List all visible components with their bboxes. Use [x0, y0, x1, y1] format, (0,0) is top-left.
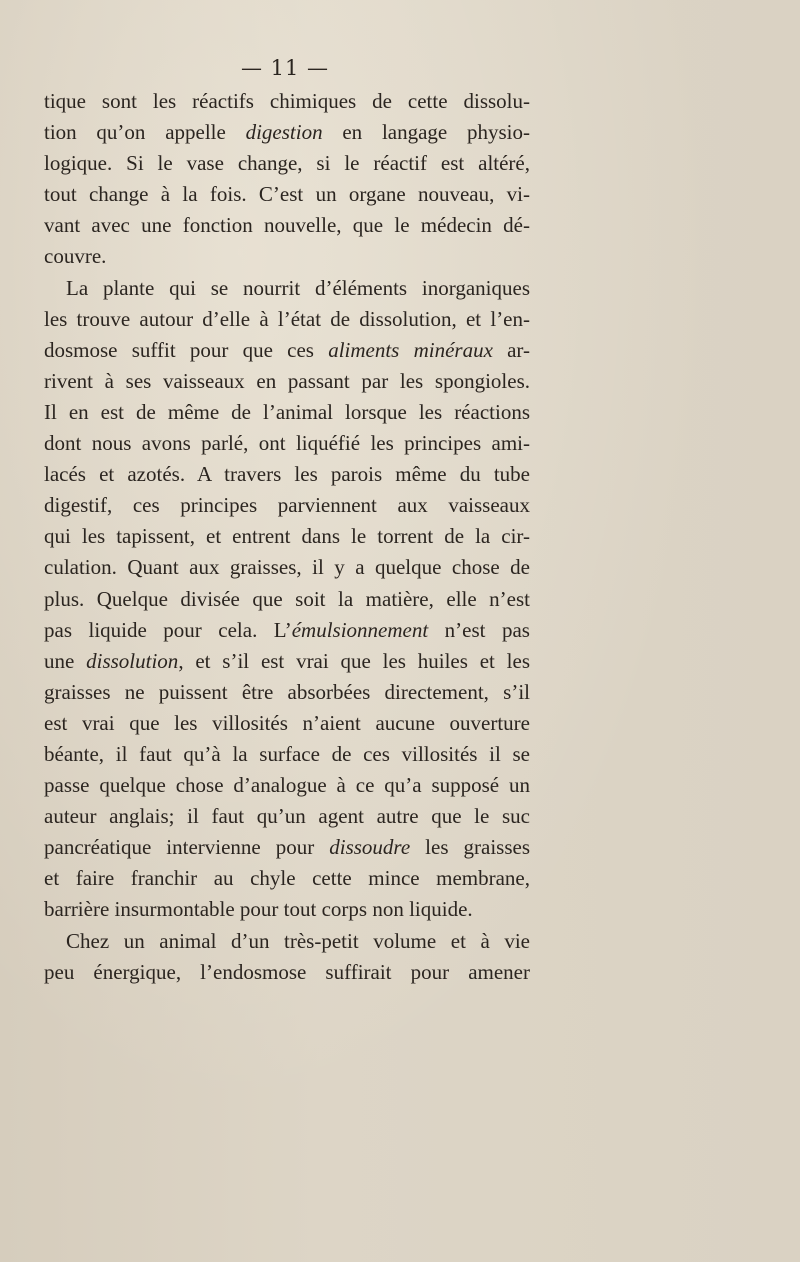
text-line: culation. Quant aux graisses, il y a quelque chose de: [44, 555, 530, 580]
text-line: couvre.: [44, 244, 107, 269]
text-line: béante, il faut qu’à la surface de ces villosités il se: [44, 741, 530, 766]
paragraph-start-line: Chez un animal d’un très-petit volume et à vie: [66, 928, 530, 953]
text-line: et faire franchir au chyle cette mince membrane,: [44, 866, 530, 891]
text-line: passe quelque chose d’analogue à ce qu’a supposé un: [44, 773, 530, 798]
text-line: logique. Si le vase change, si le réactif est altéré,: [44, 151, 530, 176]
paragraph-start-line: La plante qui se nourrit d’éléments inorganiques: [66, 275, 530, 300]
text-line: qui les tapissent, et entrent dans le torrent de la cir-: [44, 524, 530, 549]
text-line: tion qu’on appelle digestion en langage physio-: [44, 120, 531, 145]
italic-term: dissolution: [86, 648, 179, 673]
italic-term: digestion: [245, 120, 323, 145]
text-line: dont nous avons parlé, ont liquéfié les principes ami-: [44, 431, 530, 456]
text-line: plus. Quelque divisée que soit la matière, elle n’est: [44, 586, 530, 611]
text-line: tique sont les réactifs chimiques de cette dissolu-: [44, 89, 530, 113]
page-number: — 11 —: [240, 56, 330, 80]
text-line: graisses ne puissent être absorbées directement, s’il: [44, 679, 530, 704]
text-line: barrière insurmontable pour tout corps non liquide.: [44, 897, 473, 922]
text-line: pancréatique intervienne pour dissoudre les graisses: [44, 835, 530, 860]
text-line: pas liquide pour cela. L’émulsionnement n’est pas: [44, 617, 530, 642]
body-text: [44, 86, 530, 988]
text-line: peu énergique, l’endosmose suffirait pour amener: [44, 959, 530, 984]
italic-term: aliments minéraux: [328, 337, 493, 362]
text-line: une dissolution, et s’il est vrai que les huiles et les: [44, 648, 530, 673]
text-line: auteur anglais; il faut qu’un agent autre que le suc: [44, 804, 530, 829]
text-line: est vrai que les villosités n’aient aucune ouverture: [44, 710, 530, 735]
italic-term: émulsionnement: [291, 617, 429, 642]
text-line: digestif, ces principes parviennent aux vaisseaux: [44, 493, 530, 518]
italic-term: dissoudre: [329, 835, 411, 860]
text-line: Il en est de même de l’animal lorsque les réactions: [44, 399, 530, 424]
text-line: vant avec une fonction nouvelle, que le médecin dé-: [44, 213, 530, 238]
text-line: rivent à ses vaisseaux en passant par les spongioles.: [44, 368, 530, 393]
text-line: les trouve autour d’elle à l’état de dissolution, et l’en-: [44, 306, 530, 331]
text-line: dosmose suffit pour que ces aliments minéraux ar-: [44, 337, 530, 362]
text-line: tout change à la fois. C’est un organe nouveau, vi-: [44, 182, 530, 207]
text-line: lacés et azotés. A travers les parois même du tube: [44, 462, 530, 487]
